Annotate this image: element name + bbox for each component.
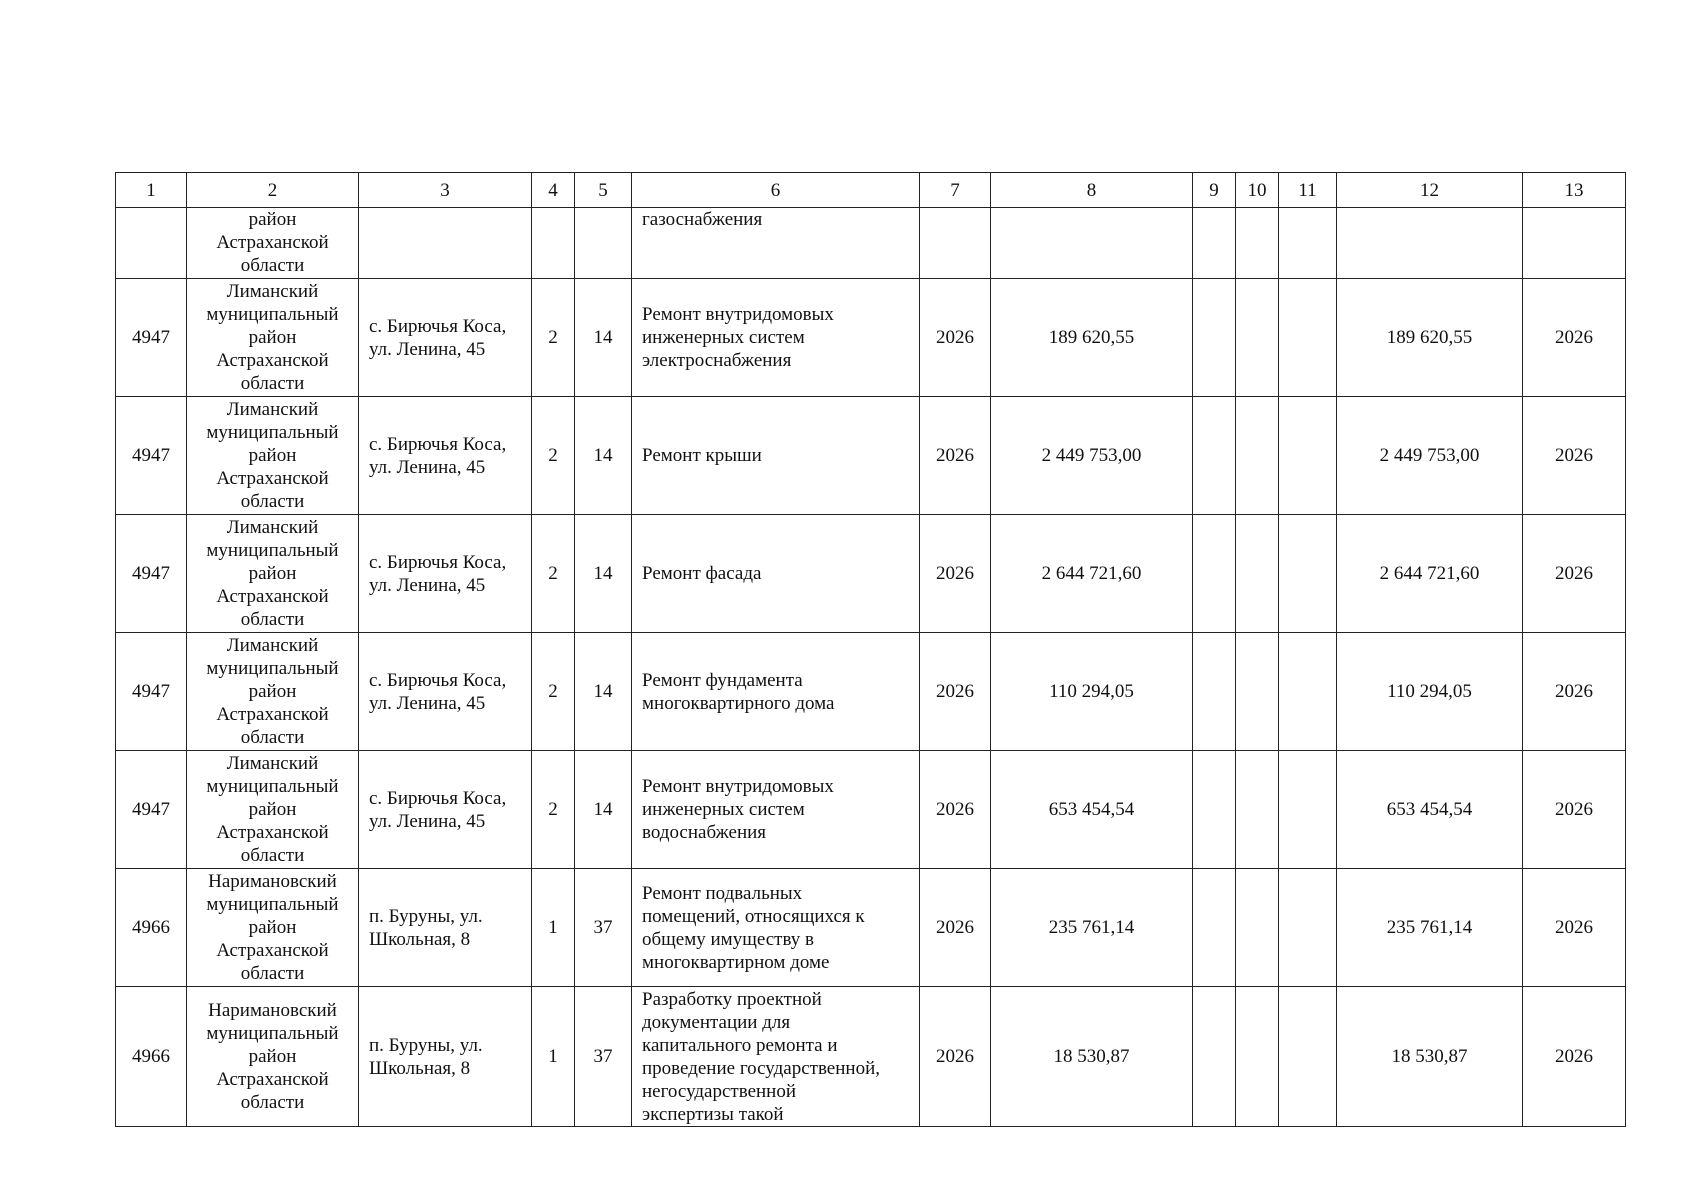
header-cell: 8 [991,173,1193,208]
table-cell [1236,987,1279,1127]
table-row [116,515,1626,633]
total-cost-text: 189 620,55 [1386,327,1473,348]
col-5-value-text: 14 [593,681,613,702]
table-cell [1337,633,1523,751]
table-row [116,279,1626,397]
table-cell [359,987,532,1127]
table-cell [991,869,1193,987]
total-cost-text: 110 294,05 [1387,681,1472,702]
table-cell [116,515,187,633]
header-cell: 7 [920,173,991,208]
table-cell [116,397,187,515]
col-5-value-text: 37 [593,1046,613,1067]
table-cell [359,515,532,633]
table-cell [1279,279,1337,397]
table-cell [1337,987,1523,1127]
table-cell [187,869,359,987]
table-cell [1236,869,1279,987]
table-cell [920,515,991,633]
municipality-text: район Астраханской области [216,209,329,276]
table-cell [575,208,632,279]
table-cell [1337,208,1523,279]
table-cell [359,208,532,279]
header-cell: 13 [1523,173,1626,208]
table-cell [1279,751,1337,869]
col-5-value-text: 37 [593,917,613,938]
table-cell [991,397,1193,515]
year-text: 2026 [936,1046,974,1067]
address-text: с. Бирючья Коса, ул. Ленина, 45 [369,433,507,478]
table-row [116,633,1626,751]
municipality-text: Наримановский муниципальный район Астраханской области [206,1000,339,1113]
address-text: п. Буруны, ул. Школьная, 8 [369,1034,483,1079]
table-cell [632,633,920,751]
col-5-value-text: 14 [593,799,613,820]
header-cell: 5 [575,173,632,208]
row-number-text: 4947 [132,563,170,584]
table-cell [575,869,632,987]
table-cell [116,279,187,397]
work-type-text: Ремонт внутридомовых инженерных систем электроснабжения [642,304,834,371]
address-text: с. Бирючья Коса, ул. Ленина, 45 [369,669,507,714]
table-cell [1279,515,1337,633]
table-cell [116,208,187,279]
table-cell [920,751,991,869]
table-cell [1523,397,1626,515]
completion-year-text: 2026 [1555,917,1593,938]
work-type-text: Ремонт подвальных помещений, относящихся к общему имуществу в многоквартирном доме [642,882,865,973]
table-cell [1523,987,1626,1127]
table-cell [532,397,575,515]
year-text: 2026 [936,681,974,702]
header-cell: 9 [1193,173,1236,208]
table-cell [575,397,632,515]
header-cell: 3 [359,173,532,208]
col-5-value-text: 14 [593,327,613,348]
col-4-value-text: 2 [548,799,558,820]
table-cell [991,987,1193,1127]
table-cell [1193,208,1236,279]
table-cell [920,208,991,279]
row-number-text: 4947 [132,799,170,820]
table-cell [1279,987,1337,1127]
table-cell [1236,397,1279,515]
table-cell [532,208,575,279]
table-cell [532,751,575,869]
municipality-text: Лиманский муниципальный район Астраханской области [206,281,339,394]
row-number-text: 4947 [132,681,170,702]
table-row [116,397,1626,515]
table-cell [1193,633,1236,751]
table-cell [187,279,359,397]
table-cell [532,987,575,1127]
work-type-text: газоснабжения [642,209,763,230]
completion-year-text: 2026 [1555,1046,1593,1067]
table-cell [1236,515,1279,633]
completion-year-text: 2026 [1555,563,1593,584]
table-cell [1279,869,1337,987]
table-cell [920,633,991,751]
address-text: с. Бирючья Коса, ул. Ленина, 45 [369,315,507,360]
work-type-text: Ремонт фундамента многоквартирного дома [642,669,835,714]
table-cell [1236,279,1279,397]
cost-text: 189 620,55 [1048,327,1135,348]
table-cell [359,397,532,515]
table-cell [116,869,187,987]
header-cell: 1 [116,173,187,208]
table-cell [532,869,575,987]
table-cell [187,208,359,279]
table-cell [632,397,920,515]
header-cell: 12 [1337,173,1523,208]
col-5-value-text: 14 [593,445,613,466]
table-cell [1523,515,1626,633]
table-cell [116,633,187,751]
table-row [116,869,1626,987]
header-cell: 11 [1279,173,1337,208]
table-cell [632,208,920,279]
table-row [116,987,1626,1127]
table-cell [187,397,359,515]
table-cell [632,751,920,869]
cost-text: 653 454,54 [1048,799,1135,820]
row-number-text: 4966 [132,917,170,938]
table-cell [116,987,187,1127]
address-text: с. Бирючья Коса, ул. Ленина, 45 [369,787,507,832]
municipality-text: Наримановский муниципальный район Астраханской области [206,871,339,984]
year-text: 2026 [936,563,974,584]
header-cell: 4 [532,173,575,208]
cost-text: 2 644 721,60 [1041,563,1142,584]
completion-year-text: 2026 [1555,681,1593,702]
table-cell [1337,869,1523,987]
table-cell [920,987,991,1127]
col-4-value-text: 2 [548,563,558,584]
table-cell [920,397,991,515]
table-cell [1337,279,1523,397]
table-cell [1523,633,1626,751]
table-cell [187,515,359,633]
total-cost-text: 235 761,14 [1386,917,1473,938]
table-cell [991,208,1193,279]
table-cell [359,633,532,751]
table-cell [1193,279,1236,397]
row-number-text: 4947 [132,445,170,466]
continuation-row [116,208,1626,279]
row-number-text: 4966 [132,1046,170,1067]
work-type-text: Разработку проектной документации для капитального ремонта и проведение государственной, негосударственной экспертизы такой [642,988,880,1125]
table-cell [187,751,359,869]
table-cell [187,633,359,751]
year-text: 2026 [936,917,974,938]
work-type-text: Ремонт внутридомовых инженерных систем водоснабжения [642,776,834,843]
col-4-value-text: 1 [548,1046,558,1067]
table-cell [575,515,632,633]
table-cell [1523,869,1626,987]
table-cell [187,987,359,1127]
col-5-value-text: 14 [593,563,613,584]
col-4-value-text: 2 [548,681,558,702]
table-cell [632,987,920,1127]
table-cell [1236,751,1279,869]
table-cell [575,987,632,1127]
table-cell [1279,633,1337,751]
table-cell [1236,633,1279,751]
cost-text: 235 761,14 [1048,917,1135,938]
table-cell [575,279,632,397]
table-cell [1279,208,1337,279]
table-cell [575,751,632,869]
header-cell: 6 [632,173,920,208]
table-cell [991,633,1193,751]
table-cell [1337,397,1523,515]
table-cell [1193,751,1236,869]
cost-text: 110 294,05 [1049,681,1134,702]
table-cell [632,515,920,633]
table-cell [1193,987,1236,1127]
table-cell [1279,397,1337,515]
capital-repair-table [115,172,1626,1127]
total-cost-text: 18 530,87 [1391,1046,1468,1067]
table-cell [1337,515,1523,633]
col-4-value-text: 1 [548,917,558,938]
header-cell: 2 [187,173,359,208]
municipality-text: Лиманский муниципальный район Астраханской области [206,635,339,748]
table-cell [991,279,1193,397]
table-cell [1523,208,1626,279]
table-cell [920,869,991,987]
municipality-text: Лиманский муниципальный район Астраханской области [206,517,339,630]
completion-year-text: 2026 [1555,327,1593,348]
total-cost-text: 653 454,54 [1386,799,1473,820]
address-text: п. Буруны, ул. Школьная, 8 [369,905,483,950]
row-number-text: 4947 [132,327,170,348]
cost-text: 18 530,87 [1053,1046,1130,1067]
table-cell [920,279,991,397]
total-cost-text: 2 449 753,00 [1379,445,1480,466]
work-type-text: Ремонт крыши [642,445,762,466]
completion-year-text: 2026 [1555,799,1593,820]
table-cell [359,869,532,987]
completion-year-text: 2026 [1555,445,1593,466]
table-cell [1193,515,1236,633]
table-cell [1236,208,1279,279]
table-cell [575,633,632,751]
table-cell [1193,869,1236,987]
table-cell [359,279,532,397]
table-body [116,173,1626,1127]
table-cell [116,751,187,869]
table-cell [632,279,920,397]
table-cell [991,751,1193,869]
year-text: 2026 [936,445,974,466]
address-text: с. Бирючья Коса, ул. Ленина, 45 [369,551,507,596]
table-row [116,751,1626,869]
table-cell [1337,751,1523,869]
table-cell [532,633,575,751]
total-cost-text: 2 644 721,60 [1379,563,1480,584]
table-cell [632,869,920,987]
table-cell [359,751,532,869]
year-text: 2026 [936,799,974,820]
col-4-value-text: 2 [548,327,558,348]
table-cell [1523,279,1626,397]
col-4-value-text: 2 [548,445,558,466]
table-cell [1523,751,1626,869]
municipality-text: Лиманский муниципальный район Астраханской области [206,399,339,512]
work-type-text: Ремонт фасада [642,563,762,584]
header-cell: 10 [1236,173,1279,208]
cost-text: 2 449 753,00 [1041,445,1142,466]
table-cell [991,515,1193,633]
table-cell [532,279,575,397]
table-cell [532,515,575,633]
municipality-text: Лиманский муниципальный район Астраханской области [206,753,339,866]
year-text: 2026 [936,327,974,348]
column-number-header-row [116,173,1626,208]
table-cell [1193,397,1236,515]
